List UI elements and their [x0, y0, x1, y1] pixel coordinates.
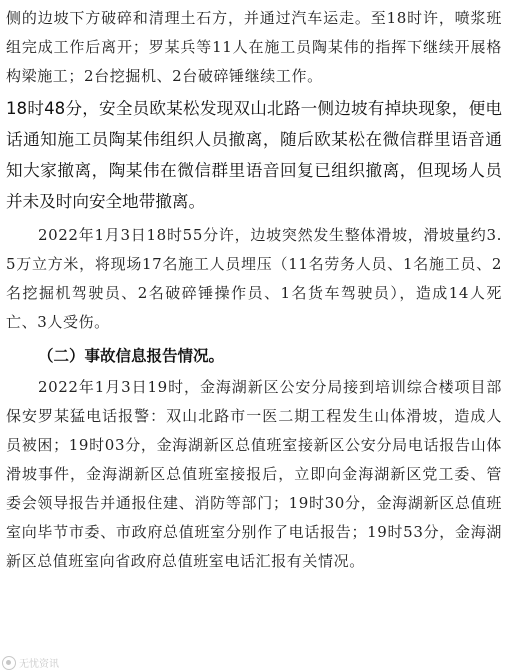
- paragraph-landslide-event: 2022年1月3日18时55分许，边坡突然发生整体滑坡，滑坡量约3.5万立方米，将现场17名施工人员埋压（11名劳务人员、1名施工员、2名挖掘机驾驶员、2名破碎锤操作员、1名货车驾驶员），造成14人死亡、3人受伤。: [6, 226, 502, 331]
- watermark-logo-icon: [2, 656, 16, 670]
- paragraph-evacuation-notice: 18时48分，安全员欧某松发现双山北路一侧边坡有掉块现象，便电话通知施工员陶某伟组织人员撤离，随后欧某松在微信群里语音通知大家撤离，陶某伟在微信群里语音回复已组织撤离，但现场人员并未及时向安全地带撤离。: [6, 99, 502, 211]
- section-heading: （二）事故信息报告情况。: [38, 347, 225, 365]
- watermark: [2, 655, 59, 670]
- paragraph-incident-reporting: 2022年1月3日19时，金海湖新区公安分局接到培训综合楼项目部保安罗某猛电话报警：双山北路市一医二期工程发生山体滑坡，造成人员被困；19时03分，金海湖新区总值班室接新区公安分局电话报告山体滑坡事件，金海湖新区总值班室接报后，立即向金海湖新区党工委、管委会领导报告并通报住建、消防等部门；19时30分，金海湖新区总值班室向毕节市委、市政府总值班室分别作了电话报告；19时53分，金海湖新区总值班室向省政府总值班室电话汇报有关情况。: [6, 378, 502, 570]
- document-body: [6, 4, 502, 576]
- paragraph-construction-status: 侧的边坡下方破碎和清理土石方，并通过汽车运走。至18时许，喷浆班组完成工作后离开；罗某兵等11人在施工员陶某伟的指挥下继续开展格构梁施工；2台挖掘机、2台破碎锤继续工作。: [6, 9, 502, 85]
- watermark-text: 无忧资讯: [19, 659, 59, 670]
